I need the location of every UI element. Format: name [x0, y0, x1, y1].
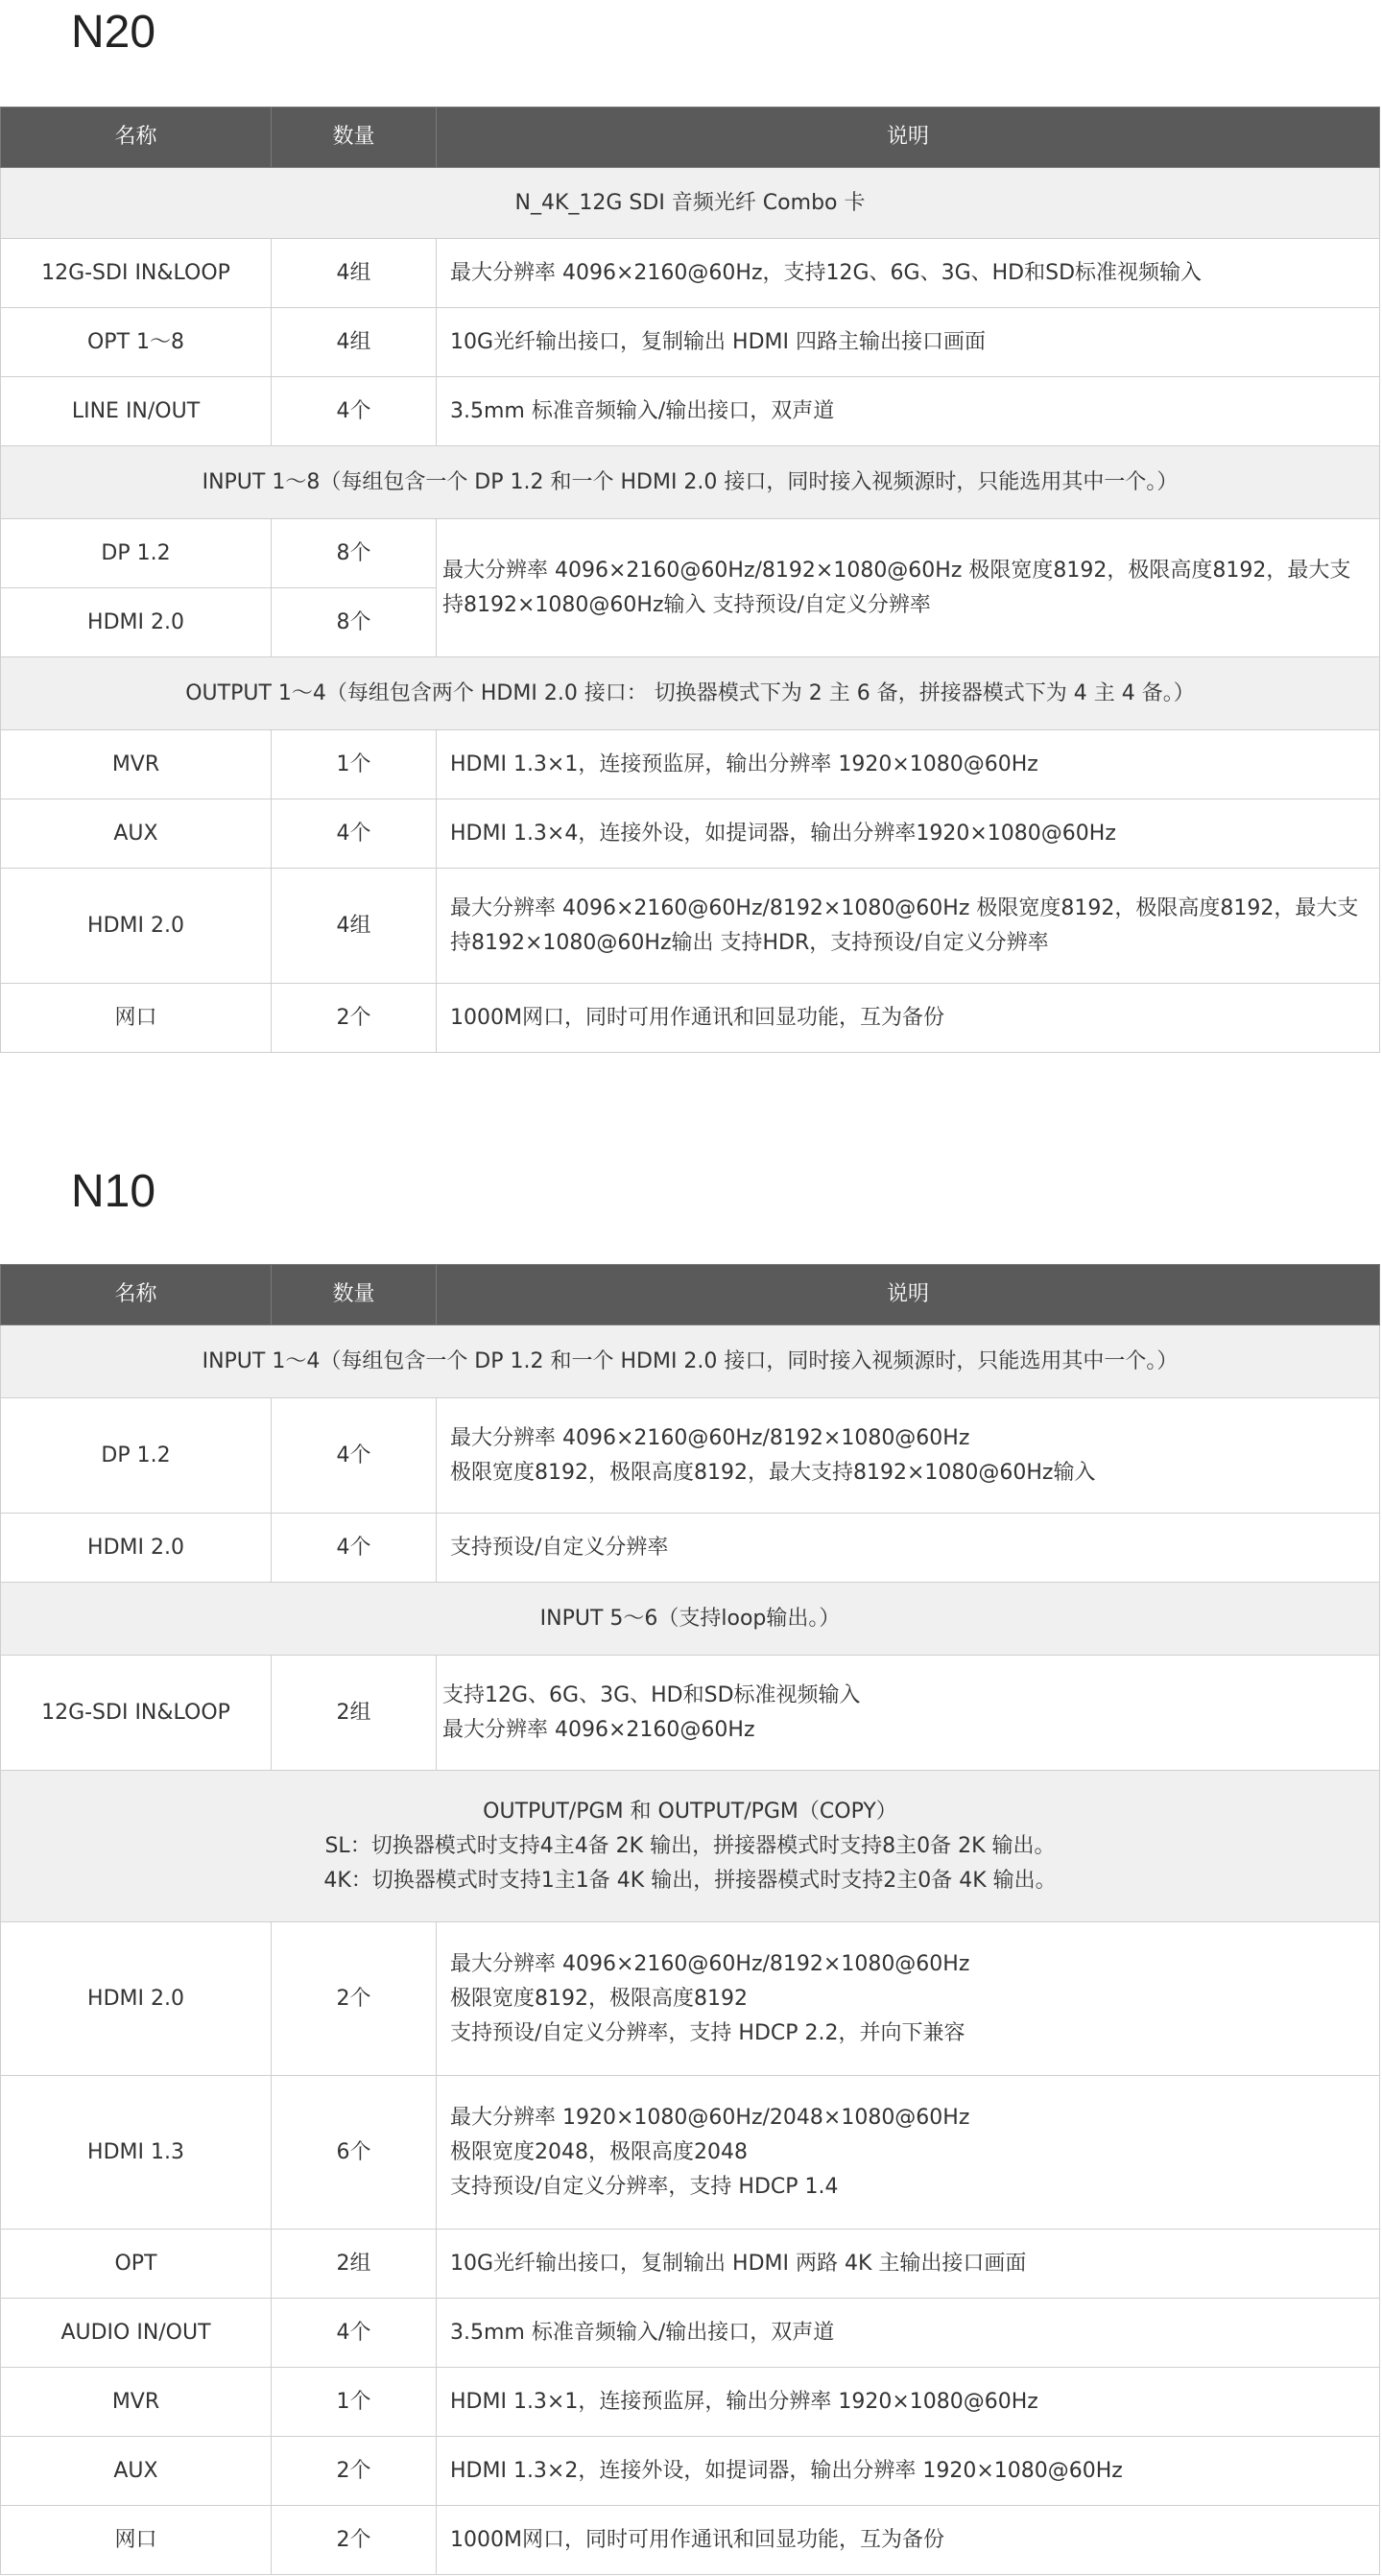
group-title: INPUT 1～8（每组包含一个 DP 1.2 和一个 HDMI 2.0 接口，同时接入视频源时，只能选用其中一个。）: [1, 446, 1380, 519]
row-name: 网口: [1, 984, 272, 1053]
group-title: [1, 1771, 1380, 1922]
table-row: [1, 2506, 1380, 2575]
table-row: [1, 308, 1380, 377]
row-desc: [437, 1922, 1380, 2076]
n20-spec-table: [0, 107, 1380, 1053]
row-name: MVR: [1, 730, 272, 799]
desc-line: 3.5mm 标准音频输入/输出接口，双声道: [450, 2320, 835, 2345]
desc-line: 极限宽度8192，极限高度8192: [450, 1986, 748, 2011]
header-name: 名称: [1, 107, 272, 168]
row-desc: 10G光纤输出接口，复制输出 HDMI 四路主输出接口画面: [437, 308, 1380, 377]
table-header-row: [1, 1265, 1380, 1325]
row-qty: 4组: [272, 239, 437, 308]
group-title-line: OUTPUT/PGM 和 OUTPUT/PGM（COPY）: [483, 1799, 897, 1824]
row-desc: [437, 2368, 1380, 2437]
group-row: [1, 1325, 1380, 1398]
row-qty: 2组: [272, 1656, 437, 1771]
n10-spec-table: [0, 1264, 1380, 2575]
row-name: AUX: [1, 2437, 272, 2506]
row-qty: 1个: [272, 730, 437, 799]
table-row: [1, 730, 1380, 799]
row-qty: 2个: [272, 2506, 437, 2575]
row-desc: [437, 2076, 1380, 2230]
table-row: [1, 2076, 1380, 2230]
n10-title: N10: [71, 1166, 156, 1217]
row-name: HDMI 2.0: [1, 588, 272, 657]
row-name: DP 1.2: [1, 1398, 272, 1514]
row-name: OPT: [1, 2230, 272, 2299]
table-row: [1, 869, 1380, 984]
row-name: HDMI 2.0: [1, 1514, 272, 1583]
row-qty: 4组: [272, 869, 437, 984]
group-title-line: 4K：切换器模式时支持1主1备 4K 输出，拼接器模式时支持2主0备 4K 输出。: [323, 1868, 1057, 1893]
row-qty: 8个: [272, 519, 437, 588]
group-title: INPUT 1～4（每组包含一个 DP 1.2 和一个 HDMI 2.0 接口，同时接入视频源时，只能选用其中一个。）: [1, 1325, 1380, 1398]
row-desc: [437, 2299, 1380, 2368]
row-qty: 4个: [272, 377, 437, 446]
row-qty: 2个: [272, 2437, 437, 2506]
row-name: AUDIO IN/OUT: [1, 2299, 272, 2368]
header-desc: 说明: [437, 107, 1380, 168]
table-row: [1, 1514, 1380, 1583]
row-name: LINE IN/OUT: [1, 377, 272, 446]
table-row: [1, 519, 1380, 588]
desc-line: 支持预设/自定义分辨率，支持 HDCP 1.4: [450, 2174, 839, 2199]
row-qty: 2组: [272, 2230, 437, 2299]
group-title: INPUT 5～6（支持loop输出。）: [1, 1583, 1380, 1656]
table-row: [1, 2299, 1380, 2368]
row-name: 12G-SDI IN&LOOP: [1, 1656, 272, 1771]
table-row: [1, 1398, 1380, 1514]
row-name: MVR: [1, 2368, 272, 2437]
desc-line: 1000M网口，同时可用作通讯和回显功能，互为备份: [450, 2527, 944, 2552]
table-row: [1, 239, 1380, 308]
row-desc: [437, 2230, 1380, 2299]
row-qty: 8个: [272, 588, 437, 657]
table-row: [1, 984, 1380, 1053]
row-name: 网口: [1, 2506, 272, 2575]
row-desc: [437, 2506, 1380, 2575]
row-name: AUX: [1, 799, 272, 869]
table-row: [1, 2230, 1380, 2299]
row-name: DP 1.2: [1, 519, 272, 588]
row-qty: 4个: [272, 1514, 437, 1583]
row-desc: 1000M网口，同时可用作通讯和回显功能，互为备份: [437, 984, 1380, 1053]
row-qty: 1个: [272, 2368, 437, 2437]
row-desc: 最大分辨率 4096×2160@60Hz，支持12G、6G、3G、HD和SD标准视频输入: [437, 239, 1380, 308]
row-name: HDMI 1.3: [1, 2076, 272, 2230]
group-row: [1, 1583, 1380, 1656]
row-qty: 4组: [272, 308, 437, 377]
header-name: 名称: [1, 1265, 272, 1325]
group-row: [1, 657, 1380, 730]
desc-line: 支持预设/自定义分辨率，支持 HDCP 2.2，并向下兼容: [450, 2020, 965, 2045]
row-desc: 最大分辨率 4096×2160@60Hz/8192×1080@60Hz 极限宽度8192，极限高度8192，最大支持8192×1080@60Hz输出 支持HDR，支持预设/自定义分辨率: [437, 869, 1380, 984]
row-qty: 2个: [272, 1922, 437, 2076]
row-name: HDMI 2.0: [1, 1922, 272, 2076]
n20-title: N20: [71, 7, 156, 58]
row-desc: HDMI 1.3×4，连接外设，如提词器，输出分辨率1920×1080@60Hz: [437, 799, 1380, 869]
desc-line: 支持12G、6G、3G、HD和SD标准视频输入: [442, 1682, 861, 1707]
group-row: [1, 446, 1380, 519]
header-qty: 数量: [272, 107, 437, 168]
desc-line: 支持预设/自定义分辨率: [450, 1535, 669, 1560]
desc-line: HDMI 1.3×2，连接外设，如提词器，输出分辨率 1920×1080@60Hz: [450, 2458, 1123, 2483]
row-name: 12G-SDI IN&LOOP: [1, 239, 272, 308]
desc-line: 最大分辨率 4096×2160@60Hz: [442, 1717, 755, 1742]
row-qty: 2个: [272, 984, 437, 1053]
header-desc: 说明: [437, 1265, 1380, 1325]
row-desc: [437, 1656, 1380, 1771]
group-title: N_4K_12G SDI 音频光纤 Combo 卡: [1, 168, 1380, 239]
desc-line: 极限宽度2048，极限高度2048: [450, 2139, 748, 2164]
group-title-line: SL：切换器模式时支持4主4备 2K 输出，拼接器模式时支持8主0备 2K 输出。: [324, 1833, 1056, 1858]
desc-line: 最大分辨率 1920×1080@60Hz/2048×1080@60Hz: [450, 2105, 970, 2130]
row-qty: 4个: [272, 1398, 437, 1514]
table-row: [1, 1922, 1380, 2076]
row-desc: [437, 2437, 1380, 2506]
desc-line: 10G光纤输出接口，复制输出 HDMI 两路 4K 主输出接口画面: [450, 2251, 1027, 2276]
group-title: OUTPUT 1～4（每组包含两个 HDMI 2.0 接口： 切换器模式下为 2 主 6 备，拼接器模式下为 4 主 4 备。）: [1, 657, 1380, 730]
table-row: [1, 799, 1380, 869]
row-desc: [437, 1514, 1380, 1583]
row-qty: 4个: [272, 799, 437, 869]
n10-spec-section: [0, 1264, 1382, 2575]
table-row: [1, 1656, 1380, 1771]
row-desc: 3.5mm 标准音频输入/输出接口，双声道: [437, 377, 1380, 446]
row-qty: 4个: [272, 2299, 437, 2368]
desc-line: 最大分辨率 4096×2160@60Hz/8192×1080@60Hz: [450, 1951, 970, 1976]
desc-line: 极限宽度8192，极限高度8192，最大支持8192×1080@60Hz输入: [450, 1460, 1096, 1485]
row-desc: HDMI 1.3×1，连接预监屏，输出分辨率 1920×1080@60Hz: [437, 730, 1380, 799]
row-desc: [437, 1398, 1380, 1514]
table-header-row: [1, 107, 1380, 168]
table-row: [1, 2368, 1380, 2437]
row-qty: 6个: [272, 2076, 437, 2230]
group-row: [1, 1771, 1380, 1922]
table-row: [1, 377, 1380, 446]
desc-line: 最大分辨率 4096×2160@60Hz/8192×1080@60Hz: [450, 1425, 970, 1450]
table-row: [1, 2437, 1380, 2506]
row-desc: 最大分辨率 4096×2160@60Hz/8192×1080@60Hz 极限宽度8192，极限高度8192，最大支持8192×1080@60Hz输入 支持预设/自定义分辨率: [437, 519, 1380, 657]
group-row: [1, 168, 1380, 239]
desc-line: HDMI 1.3×1，连接预监屏，输出分辨率 1920×1080@60Hz: [450, 2389, 1038, 2414]
header-qty: 数量: [272, 1265, 437, 1325]
row-name: HDMI 2.0: [1, 869, 272, 984]
n20-spec-section: [0, 107, 1382, 1053]
row-name: OPT 1～8: [1, 308, 272, 377]
